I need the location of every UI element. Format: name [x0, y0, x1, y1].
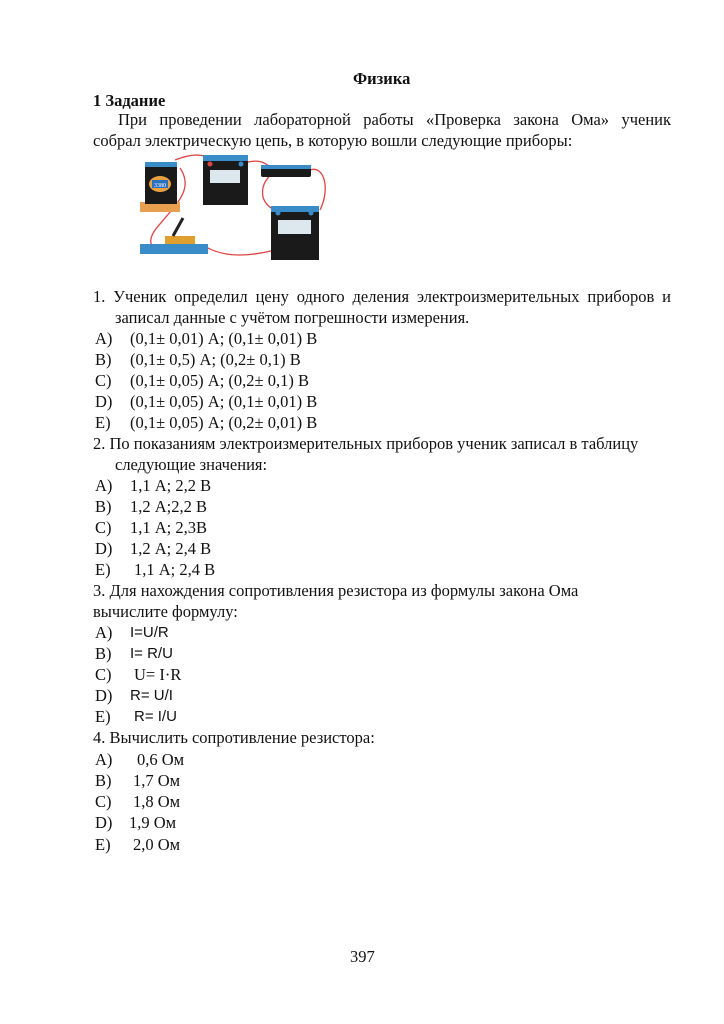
option-value: (0,1± 0,05) А; (0,2± 0,1) В: [130, 371, 309, 390]
option-value: 2,0 Ом: [133, 835, 181, 854]
ammeter: [203, 155, 248, 205]
option-value: 1,1 А; 2,4 В: [134, 560, 216, 579]
task-heading: 1 Задание: [93, 91, 166, 110]
option-label: C): [95, 792, 112, 811]
option-value: 1,1 А; 2,2 В: [130, 476, 212, 495]
option-label: E): [95, 835, 111, 854]
question-3-text: 3. Для нахождения сопротивления резистора из формулы закона Ома: [93, 581, 579, 600]
option-label: D): [95, 392, 113, 411]
option-value: 0,6 Ом: [137, 750, 185, 769]
option-label: B): [95, 350, 112, 369]
option-value: (0,1± 0,05) А; (0,1± 0,01) В: [130, 392, 318, 411]
option-label: C): [95, 665, 112, 684]
option-label: A): [95, 329, 113, 348]
option-label: A): [95, 750, 113, 769]
option-value: 1,7 Ом: [133, 771, 181, 790]
option-label: E): [95, 413, 111, 432]
option-value: 1,8 Ом: [133, 792, 181, 811]
option-label: D): [95, 539, 113, 558]
intro-line: При проведении лабораторной работы «Проверка закона Ома» ученик: [118, 110, 671, 129]
question-1-text: 1. Ученик определил цену одного деления электроизмерительных приборов и: [93, 287, 671, 306]
question-2-text: следующие значения:: [115, 455, 268, 474]
option-value: R= I/U: [134, 708, 177, 725]
option-label: D): [95, 686, 113, 705]
option-label: A): [95, 476, 113, 495]
switch: [140, 218, 208, 254]
battery-label: 3380: [154, 183, 166, 189]
question-1-text: записал данные с учётом погрешности измерения.: [115, 308, 470, 327]
option-value: I= R/U: [130, 645, 173, 662]
option-label: D): [95, 813, 113, 832]
option-label: B): [95, 771, 112, 790]
option-label: C): [95, 518, 112, 537]
question-4-text: 4. Вычислить сопротивление резистора:: [93, 728, 375, 747]
option-value: 1,1 А; 2,3В: [130, 518, 208, 537]
option-label: E): [95, 707, 111, 726]
battery: [140, 162, 180, 212]
page-number: 397: [350, 947, 375, 966]
option-value: I=U/R: [130, 624, 169, 641]
question-2-text: 2. По показаниям электроизмерительных приборов ученик записал в таблицу: [93, 434, 639, 453]
option-value: (0,1± 0,01) А; (0,1± 0,01) В: [130, 329, 318, 348]
option-value: R= U/I: [130, 687, 173, 704]
intro-line: собрал электрическую цепь, в которую вошли следующие приборы:: [93, 131, 573, 150]
circuit-figure: [135, 150, 335, 265]
page-title: Физика: [353, 69, 411, 88]
question-3-text: вычислите формулу:: [93, 602, 238, 621]
resistor: [261, 165, 311, 177]
option-value: 1,2 А;2,2 В: [130, 497, 208, 516]
option-label: E): [95, 560, 111, 579]
option-label: B): [95, 644, 112, 663]
option-label: A): [95, 623, 113, 642]
option-label: B): [95, 497, 112, 516]
option-value: 1,2 А; 2,4 В: [130, 539, 212, 558]
option-value: (0,1± 0,05) А; (0,2± 0,01) В: [130, 413, 318, 432]
option-value: 1,9 Ом: [129, 813, 177, 832]
option-value: U= I·R: [134, 665, 182, 684]
option-value: (0,1± 0,5) А; (0,2± 0,1) В: [130, 350, 301, 369]
voltmeter: [271, 206, 319, 260]
option-label: C): [95, 371, 112, 390]
